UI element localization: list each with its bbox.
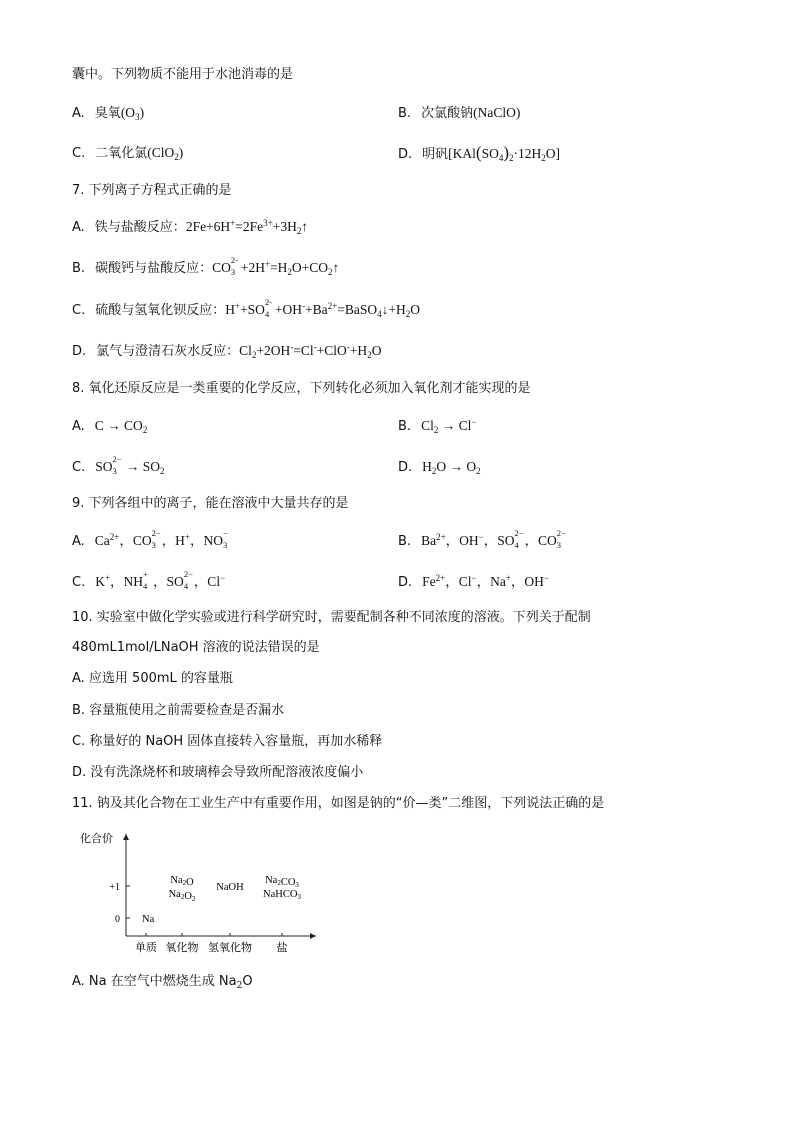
conversion-d: $H_2O \to O_2$ <box>422 459 481 476</box>
option-label: B. <box>72 261 86 276</box>
option-label: A. <box>72 534 85 549</box>
q7-option-a[interactable] <box>72 218 308 237</box>
chart-point-label: NaHCO3 <box>263 889 301 901</box>
option-label: B. <box>398 106 412 121</box>
q10-option-c[interactable]: C. 称量好的 NaOH 固体直接转入容量瓶，再加水稀释 <box>72 734 383 749</box>
q9-option-c[interactable] <box>72 569 226 592</box>
equation-a: $2Fe+6H^+=2Fe^{3+}+3H_2↑$ <box>185 218 309 236</box>
option-text: 二氧化氯 <box>95 146 148 161</box>
equation-d: $Cl_2+2OH^-=Cl^-+ClO^-+H_2O$ <box>239 342 382 360</box>
q8-option-b[interactable] <box>398 417 476 436</box>
option-label: A. <box>72 220 85 235</box>
option-label: C. <box>72 460 86 475</box>
option-label: A. <box>72 106 85 121</box>
q7-stem: 7. 下列离子方程式正确的是 <box>72 183 232 198</box>
option-label: B. <box>398 419 412 434</box>
ions-c: K+，NH + 4 ，SO 2− 4 ，Cl− <box>95 569 226 591</box>
option-label: D. <box>398 575 413 590</box>
chart-point-label: Na2O <box>170 875 194 888</box>
option-label: B. <box>398 534 412 549</box>
valence-class-chart <box>70 826 330 956</box>
option-text: 硫酸与氢氧化钡反应： <box>95 303 226 318</box>
formula-naclo: (NaClO) <box>473 105 521 120</box>
chart-point-label: Na2O2 <box>168 889 196 903</box>
equation-b: CO 2- 3 $+2H^+=H_2O+CO_2↑$ <box>212 255 340 277</box>
option-text: 铁与盐酸反应： <box>94 220 186 235</box>
q8-option-a[interactable] <box>72 417 147 436</box>
q8-option-c[interactable] <box>72 454 165 477</box>
conversion-b: $Cl_2 \to Cl^-$ <box>421 417 477 435</box>
option-label: A. <box>72 419 85 434</box>
q10-option-b[interactable]: B. 容量瓶使用之前需要检查是否漏水 <box>72 703 285 718</box>
q8-stem: 8. 氧化还原反应是一类重要的化学反应，下列转化必须加入氧化剂才能实现的是 <box>72 381 531 396</box>
q7-option-b[interactable] <box>72 255 340 278</box>
q9-option-d[interactable] <box>398 573 549 592</box>
q10-option-d[interactable]: D. 没有洗涤烧杯和玻璃棒会导致所配溶液浓度偏小 <box>72 765 364 780</box>
option-text: A. Na 在空气中燃烧生成 Na <box>72 974 237 989</box>
q7-option-c[interactable] <box>72 297 421 320</box>
option-text: 碳酸钙与盐酸反应： <box>95 261 213 276</box>
q6-option-c[interactable] <box>72 144 183 163</box>
option-label: D. <box>398 460 413 475</box>
conversion-a: $C \to CO_2$ <box>94 418 148 435</box>
ions-d: $Fe^{2+}$，Cl−，Na+，OH− <box>422 573 549 589</box>
ions-a: $Ca^{2+}$，CO 2− 3 ，H+，NO − 3 <box>94 528 228 550</box>
formula-o3: $(O_3)$ <box>120 105 145 122</box>
x-category-label: 单质 <box>135 941 157 954</box>
option-label: C. <box>72 146 86 161</box>
q9-option-b[interactable] <box>398 528 567 551</box>
formula-alum: $[KAl(SO_4)_2\cdot 12H_2O]$ <box>448 143 561 163</box>
x-category-label: 氢氧化物 <box>208 941 252 954</box>
q11-option-a[interactable] <box>72 973 253 991</box>
q6-stem-tail: 囊中。下列物质不能用于水池消毒的是 <box>72 67 294 82</box>
y-tick-label: +1 <box>109 882 120 893</box>
option-label: D. <box>72 344 87 359</box>
option-text-suffix: O <box>242 974 253 989</box>
x-category-label: 盐 <box>276 941 288 954</box>
y-tick-label: 0 <box>115 914 120 925</box>
option-text: 臭氧 <box>94 106 121 121</box>
chart-point-label: NaOH <box>216 882 244 893</box>
option-text: 氯气与澄清石灰水反应： <box>96 344 240 359</box>
option-text: 明矾 <box>422 147 449 162</box>
option-label: C. <box>72 303 86 318</box>
y-axis-label: 化合价 <box>80 832 113 845</box>
formula-clo2: (ClO$_2$) <box>147 145 184 162</box>
q9-option-a[interactable] <box>72 528 233 551</box>
ions-b: $Ba^{2+}$，OH−，SO 2− 4 ，CO 2− 3 <box>421 528 566 550</box>
q10-option-a[interactable]: A. 应选用 500mL 的容量瓶 <box>72 671 233 686</box>
option-text: 次氯酸钠 <box>421 106 474 121</box>
option-label: C. <box>72 575 86 590</box>
subscript: 2 <box>236 981 243 991</box>
q11-stem: 11. 钠及其化合物在工业生产中有重要作用，如图是钠的“价—类”二维图，下列说法正确的是 <box>72 796 605 811</box>
x-category-label: 氧化物 <box>165 941 199 954</box>
conversion-c: SO 2− 3 → $SO_2$ <box>95 454 165 476</box>
q7-option-d[interactable] <box>72 342 381 361</box>
chart-point-label: Na2CO3 <box>265 875 299 889</box>
q10-stem-line1: 10. 实验室中做化学实验或进行科学研究时，需要配制各种不同浓度的溶液。下列关于配制 <box>72 610 591 625</box>
equation-c: H++SO 2- 4 $+OH^-+Ba^{2+}=BaSO_4↓+H_2O$ <box>225 297 421 319</box>
q6-option-a[interactable] <box>72 104 144 123</box>
chart-point-label: Na <box>142 914 155 925</box>
q9-stem: 9. 下列各组中的离子，能在溶液中大量共存的是 <box>72 496 349 511</box>
option-label: D. <box>398 147 413 162</box>
q10-stem-line2: 480mL1mol/LNaOH 溶液的说法错误的是 <box>72 640 320 655</box>
q6-option-b[interactable] <box>398 104 520 123</box>
q8-option-d[interactable] <box>398 458 481 477</box>
q6-option-d[interactable] <box>398 144 560 164</box>
